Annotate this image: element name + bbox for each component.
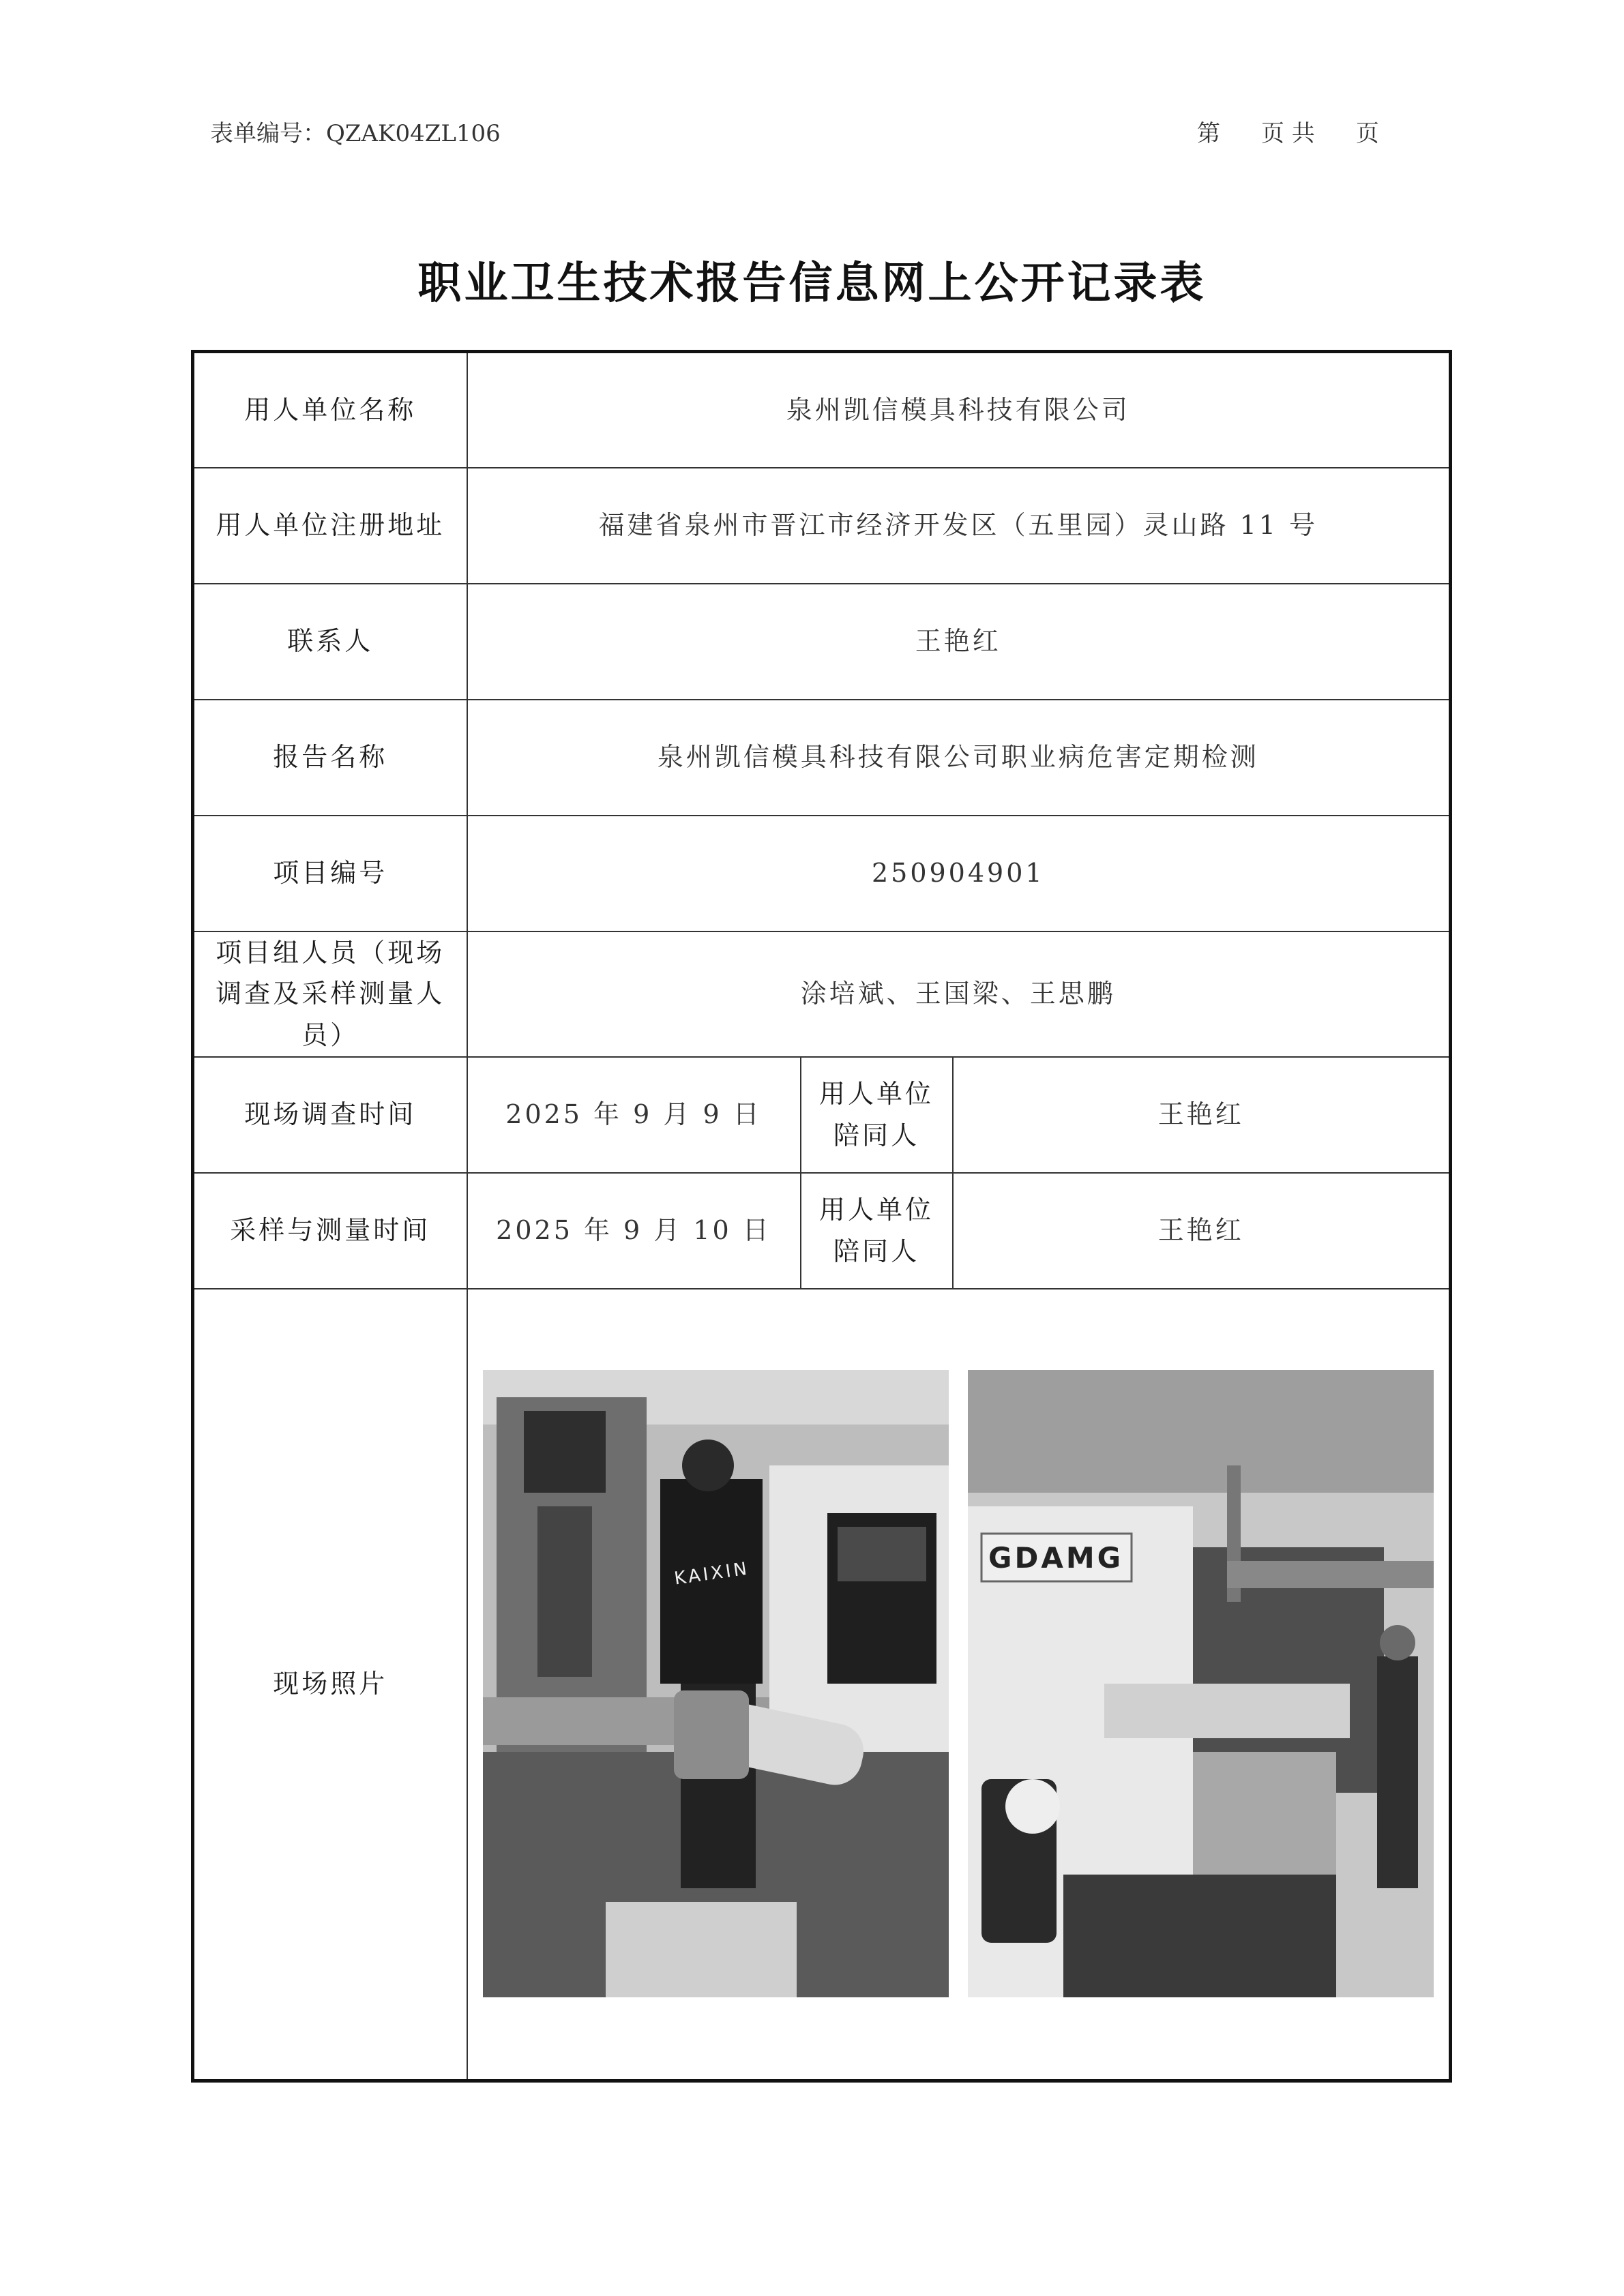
page-counter [1197, 115, 1379, 148]
row-sampling [193, 1173, 1451, 1289]
page-ye-gong: 页 共 [1261, 120, 1315, 147]
site-photo-molding [968, 1370, 1434, 1997]
contact-value: 王艳红 [467, 584, 1451, 700]
project-no-label: 项目编号 [193, 816, 467, 931]
row-employer-address [193, 468, 1451, 584]
report-name-label: 报告名称 [193, 700, 467, 816]
photo1-brand-text: KAIXIN [673, 1558, 751, 1590]
sampling-time-label: 采样与测量时间 [193, 1173, 467, 1289]
photo2-brand-text: GDAMG [988, 1540, 1123, 1575]
survey-accompany-label: 用人单位陪同人 [801, 1057, 953, 1173]
employer-name-label: 用人单位名称 [193, 352, 467, 468]
page-ye: 页 [1355, 120, 1379, 147]
page-di: 第 [1197, 120, 1220, 147]
team-value: 涂培斌、王国梁、王思鹏 [467, 931, 1451, 1057]
survey-time-value: 2025 年 9 月 9 日 [467, 1057, 801, 1173]
team-label: 项目组人员（现场调查及采样测量人员） [193, 931, 467, 1057]
survey-accompany-value: 王艳红 [953, 1057, 1451, 1173]
sampling-accompany-value: 王艳红 [953, 1173, 1451, 1289]
row-report-name [193, 700, 1451, 816]
sampling-time-value: 2025 年 9 月 10 日 [467, 1173, 801, 1289]
row-contact [193, 584, 1451, 700]
sampling-accompany-label: 用人单位陪同人 [801, 1173, 953, 1289]
page-title: 职业卫生技术报告信息网上公开记录表 [417, 258, 1207, 309]
site-photo-cnc [483, 1370, 949, 1997]
form-number: 表单编号：QZAK04ZL106 [210, 120, 501, 147]
row-employer-name [193, 352, 1451, 468]
photos-cell [467, 1289, 1451, 2081]
row-team [193, 931, 1451, 1057]
row-project-no [193, 816, 1451, 931]
project-no-value: 250904901 [467, 816, 1451, 931]
photos-label: 现场照片 [193, 1289, 467, 2081]
report-name-value: 泉州凯信模具科技有限公司职业病危害定期检测 [467, 700, 1451, 816]
contact-label: 联系人 [193, 584, 467, 700]
site-photo-cnc-image [483, 1370, 949, 1997]
employer-address-label: 用人单位注册地址 [193, 468, 467, 584]
row-photos [193, 1289, 1451, 2081]
employer-name-value: 泉州凯信模具科技有限公司 [467, 352, 1451, 468]
survey-time-label: 现场调查时间 [193, 1057, 467, 1173]
employer-address-value: 福建省泉州市晋江市经济开发区（五里园）灵山路 11 号 [467, 468, 1451, 584]
row-survey [193, 1057, 1451, 1173]
record-table [191, 350, 1452, 2083]
site-photo-molding-image [968, 1370, 1434, 1997]
